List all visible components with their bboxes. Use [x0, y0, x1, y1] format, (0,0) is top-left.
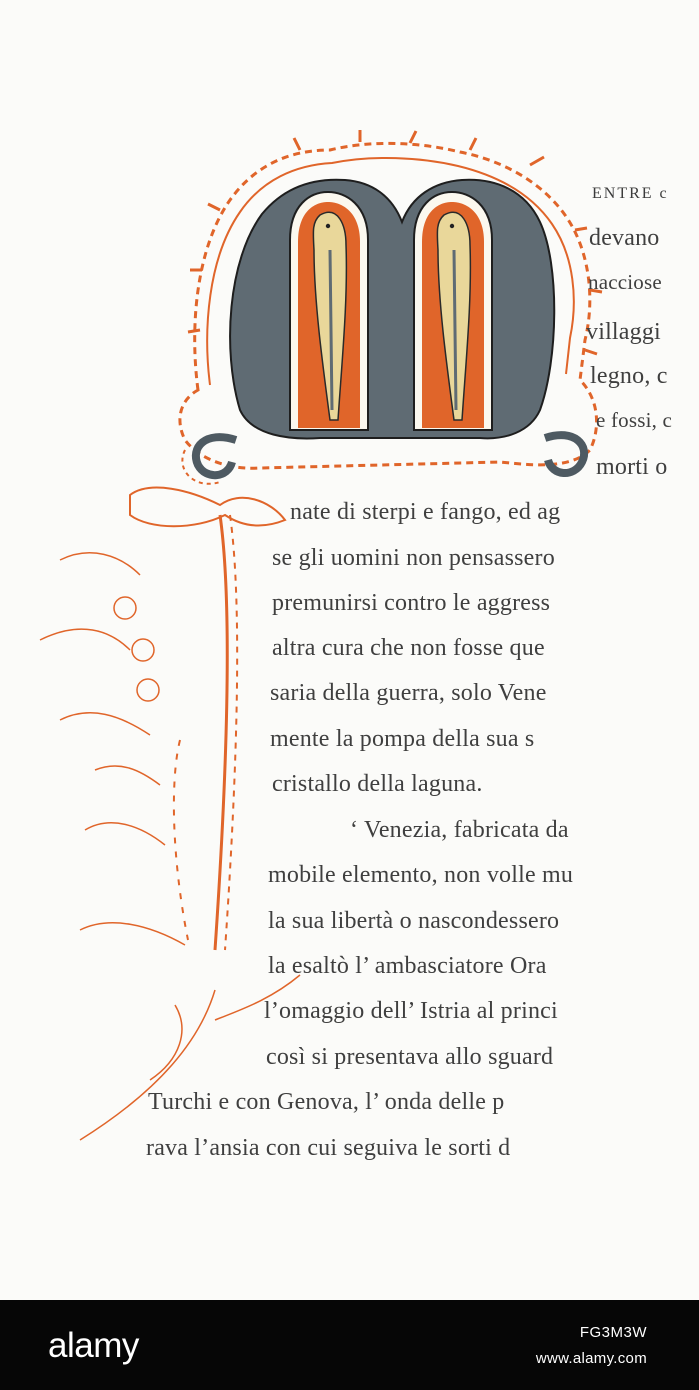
text-line: legno, c: [590, 363, 668, 389]
text-line: così si presentava allo sguard: [266, 1044, 554, 1070]
text-line: e fossi, c: [596, 408, 673, 432]
text-line: ENTRE c: [592, 185, 669, 202]
text-line: mente la pompa della sua s: [270, 726, 535, 752]
watermark-bar: [0, 1300, 699, 1390]
text-line: rava l’ansia con cui seguiva le sorti d: [146, 1135, 511, 1161]
alamy-logo: alamy: [48, 1326, 139, 1365]
text-line: nate di sterpi e fango, ed ag: [290, 499, 561, 525]
text-line: se gli uomini non pensassero: [272, 545, 555, 571]
text-line: Turchi e con Genova, l’ onda delle p: [148, 1089, 505, 1115]
text-line: villaggi: [586, 319, 661, 345]
text-line: la sua libertà o nascondessero: [268, 908, 560, 934]
text-line: altra cura che non fosse que: [272, 635, 545, 661]
text-line: l’omaggio dell’ Istria al princi: [264, 998, 558, 1024]
text-line: mobile elemento, non volle mu: [268, 862, 574, 888]
image-id: FG3M3W: [579, 1324, 647, 1341]
text-line: la esaltò l’ ambasciatore Ora: [268, 953, 547, 979]
text-line: saria della guerra, solo Vene: [270, 680, 547, 706]
text-line: morti o: [596, 454, 668, 480]
text-line: ‘ Venezia, fabricata da: [350, 817, 569, 843]
watermark-url: www.alamy.com: [535, 1350, 647, 1367]
text-line: cristallo della laguna.: [272, 771, 483, 797]
text-line: devano: [589, 225, 660, 251]
text-line: premunirsi contro le aggress: [272, 590, 551, 616]
text-line: nacciose: [588, 270, 662, 294]
